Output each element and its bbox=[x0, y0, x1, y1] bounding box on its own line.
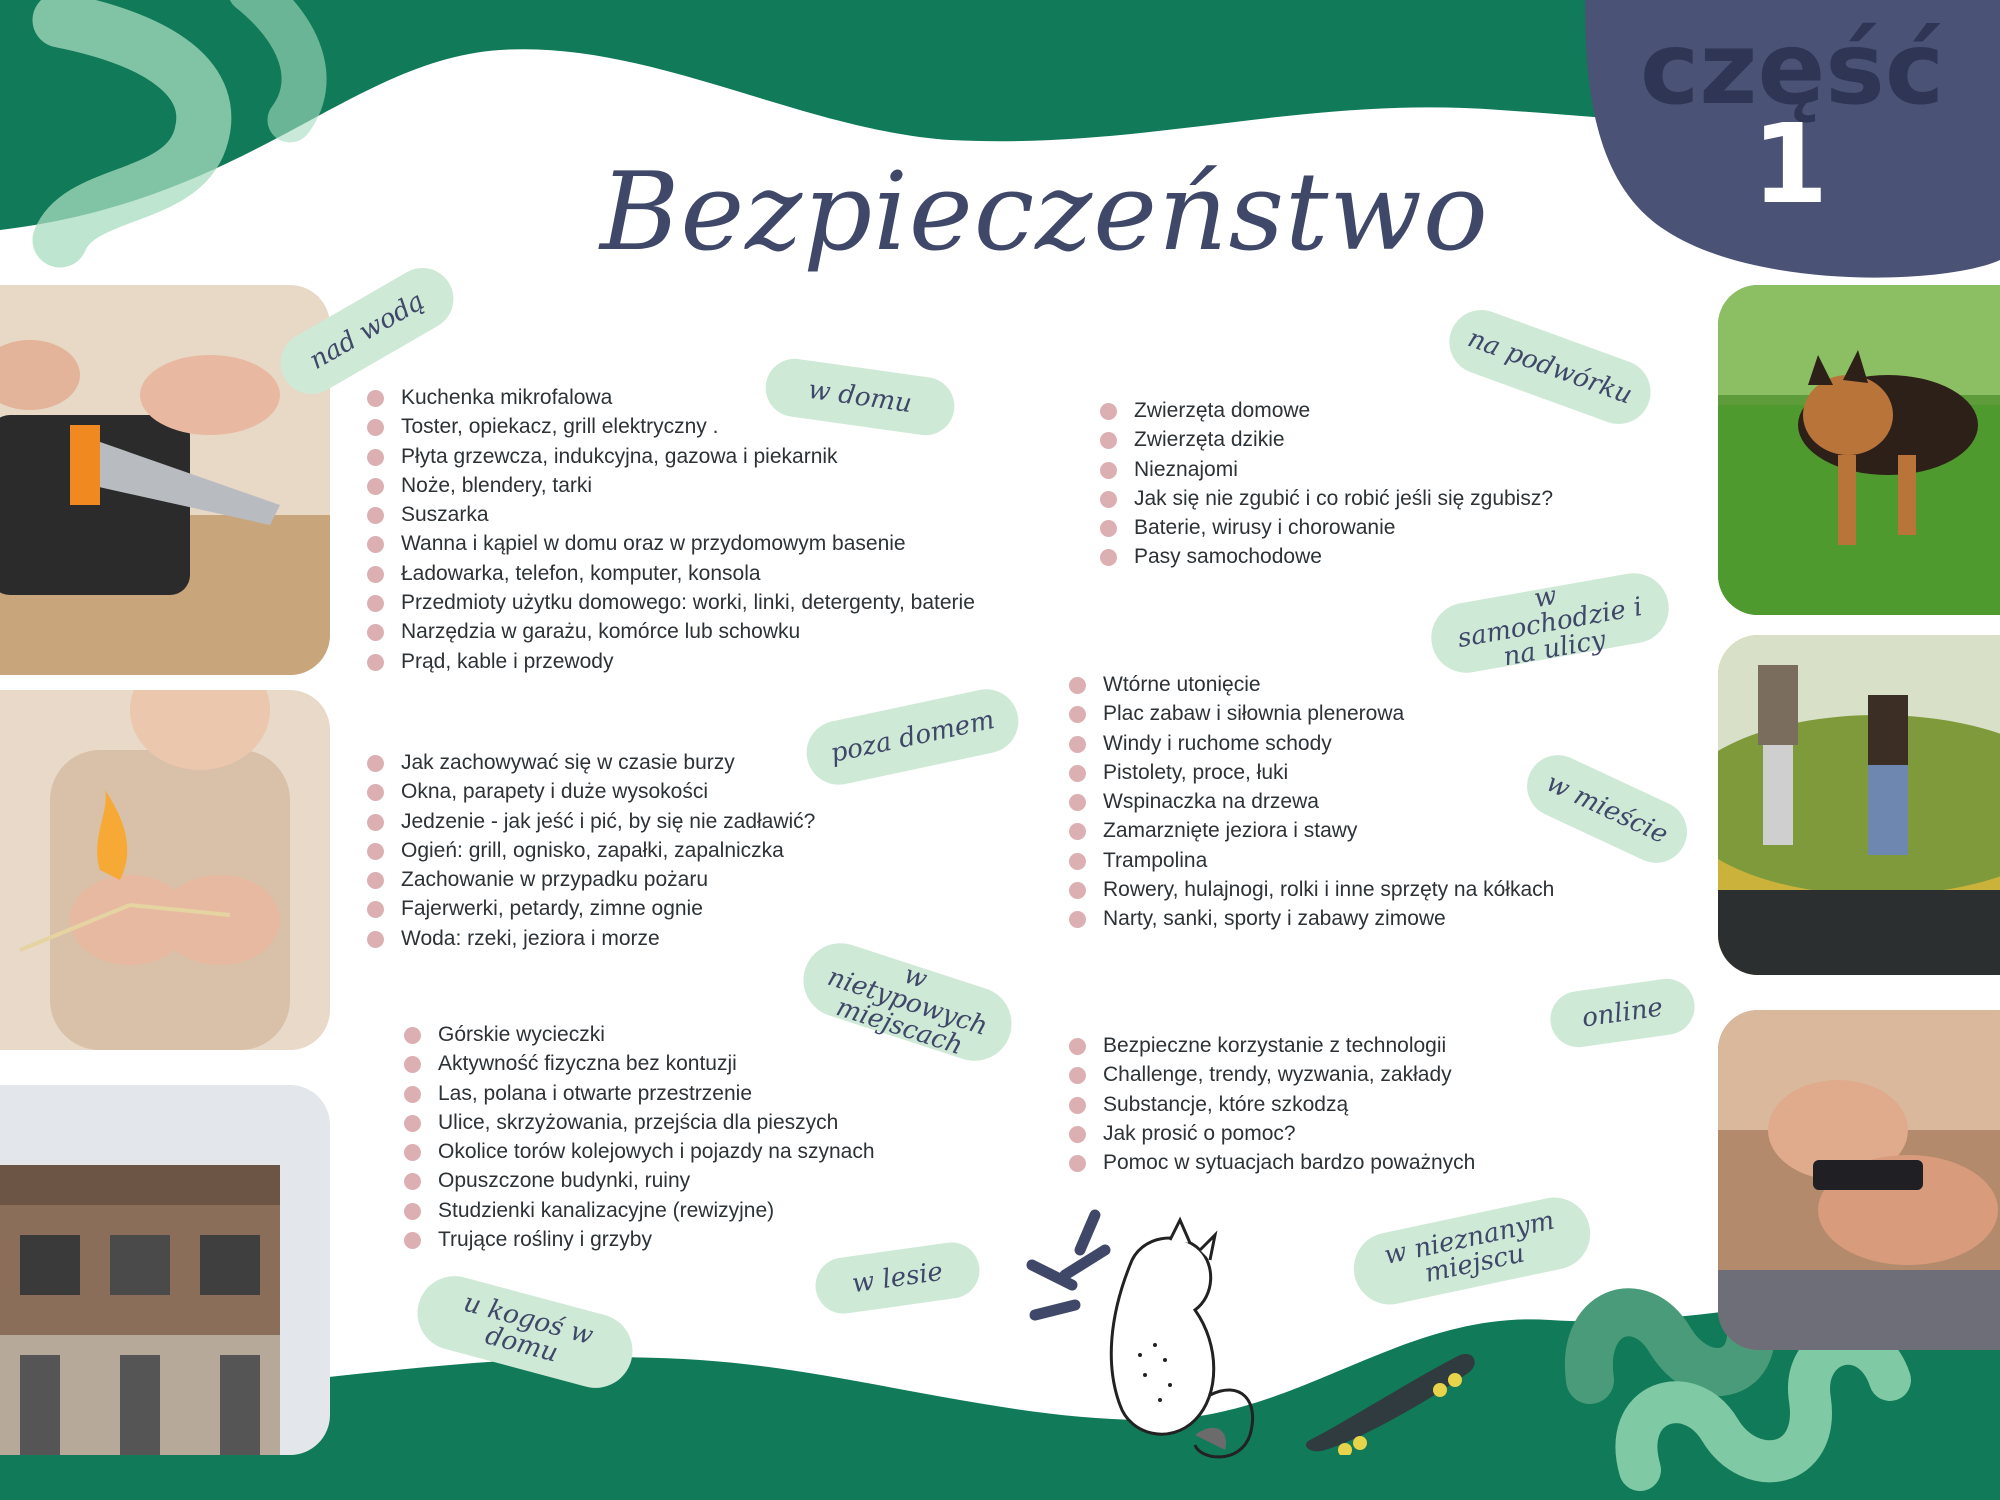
bullet-dot bbox=[1069, 1067, 1086, 1084]
list-item: Wanna i kąpiel w domu oraz w przydomowym basenie bbox=[367, 529, 975, 558]
bullet-dot bbox=[1069, 1126, 1086, 1143]
bullet-dot bbox=[404, 1056, 421, 1073]
bullet-dot bbox=[367, 507, 384, 524]
list-item: Windy i ruchome schody bbox=[1069, 729, 1554, 758]
list-item: Nieznajomi bbox=[1100, 455, 1553, 484]
list-item: Jak prosić o pomoc? bbox=[1069, 1119, 1475, 1148]
bullet-dot bbox=[367, 814, 384, 831]
list-w-nietypowych bbox=[404, 1020, 875, 1254]
bullet-dot bbox=[404, 1115, 421, 1132]
photo-phone bbox=[1718, 1010, 2000, 1350]
tag-w-lesie: w lesie bbox=[812, 1239, 983, 1317]
list-item: Toster, opiekacz, grill elektryczny . bbox=[367, 412, 975, 441]
bullet-dot bbox=[367, 419, 384, 436]
tag-w-miescie: w mieście bbox=[1517, 745, 1697, 873]
bullet-dot bbox=[404, 1086, 421, 1103]
list-item: Trampolina bbox=[1069, 846, 1554, 875]
list-item: Bezpieczne korzystanie z technologii bbox=[1069, 1031, 1475, 1060]
bullet-dot bbox=[404, 1232, 421, 1249]
tag-na-podworku: na podwórku bbox=[1440, 301, 1659, 433]
list-item: Górskie wycieczki bbox=[404, 1020, 875, 1049]
bullet-dot bbox=[1069, 1097, 1086, 1114]
tag-u-kogos: u kogoś w domu bbox=[409, 1268, 641, 1396]
list-item: Noże, blendery, tarki bbox=[367, 471, 975, 500]
photo-trampoline bbox=[1718, 635, 2000, 975]
list-item: Zwierzęta domowe bbox=[1100, 396, 1553, 425]
list-item: Narzędzia w garażu, komórce lub schowku bbox=[367, 617, 975, 646]
cat-illustration bbox=[1020, 1205, 1280, 1470]
list-item: Przedmioty użytku domowego: worki, linki, detergenty, baterie bbox=[367, 588, 975, 617]
list-item: Wtórne utonięcie bbox=[1069, 670, 1554, 699]
skateboard-illustration bbox=[1300, 1345, 1480, 1455]
list-item: Studzienki kanalizacyjne (rewizyjne) bbox=[404, 1196, 875, 1225]
tag-nad-woda: nad wodą bbox=[269, 257, 465, 406]
list-item: Ulice, skrzyżowania, przejścia dla pieszych bbox=[404, 1108, 875, 1137]
bullet-dot bbox=[1069, 736, 1086, 753]
bullet-dot bbox=[367, 872, 384, 889]
list-item: Pistolety, proce, łuki bbox=[1069, 758, 1554, 787]
list-item: Ładowarka, telefon, komputer, konsola bbox=[367, 559, 975, 588]
bullet-dot bbox=[1069, 1155, 1086, 1172]
list-item: Pomoc w sytuacjach bardzo poważnych bbox=[1069, 1148, 1475, 1177]
list-item: Baterie, wirusy i chorowanie bbox=[1100, 513, 1553, 542]
list-item: Płyta grzewcza, indukcyjna, gazowa i piekarnik bbox=[367, 442, 975, 471]
list-online bbox=[1069, 1031, 1475, 1177]
bullet-dot bbox=[1100, 432, 1117, 449]
page-title: Bezpieczeństwo bbox=[600, 150, 1489, 275]
bullet-dot bbox=[367, 784, 384, 801]
list-item: Substancje, które szkodzą bbox=[1069, 1090, 1475, 1119]
bullet-dot bbox=[1100, 520, 1117, 537]
list-item: Jak zachowywać się w czasie burzy bbox=[367, 748, 815, 777]
bullet-dot bbox=[1069, 765, 1086, 782]
list-w-domu bbox=[367, 383, 975, 676]
bullet-dot bbox=[1069, 706, 1086, 723]
bullet-dot bbox=[1069, 823, 1086, 840]
bullet-dot bbox=[404, 1027, 421, 1044]
bullet-dot bbox=[1069, 794, 1086, 811]
bullet-dot bbox=[367, 843, 384, 860]
list-item: Okolice torów kolejowych i pojazdy na szynach bbox=[404, 1137, 875, 1166]
bullet-dot bbox=[367, 390, 384, 407]
tag-w-nietypowych: w nietypowych miejscach bbox=[794, 934, 1021, 1071]
list-na-podworku bbox=[1100, 396, 1553, 572]
list-item: Ogień: grill, ognisko, zapałki, zapalniczka bbox=[367, 836, 815, 865]
list-item: Wspinaczka na drzewa bbox=[1069, 787, 1554, 816]
bullet-dot bbox=[367, 536, 384, 553]
bullet-dot bbox=[404, 1203, 421, 1220]
list-item: Fajerwerki, petardy, zimne ognie bbox=[367, 894, 815, 923]
list-item: Opuszczone budynki, ruiny bbox=[404, 1166, 875, 1195]
bullet-dot bbox=[367, 624, 384, 641]
tag-w-samochodzie: w samochodzie i na ulicy bbox=[1426, 568, 1675, 679]
list-item: Aktywność fizyczna bez kontuzji bbox=[404, 1049, 875, 1078]
bullet-dot bbox=[1069, 911, 1086, 928]
photo-dog bbox=[1718, 285, 2000, 615]
bullet-dot bbox=[367, 566, 384, 583]
list-w-miescie bbox=[1069, 670, 1554, 934]
list-item: Challenge, trendy, wyzwania, zakłady bbox=[1069, 1060, 1475, 1089]
bullet-dot bbox=[404, 1144, 421, 1161]
tag-w-domu: w domu bbox=[762, 355, 958, 439]
list-item: Okna, parapety i duże wysokości bbox=[367, 777, 815, 806]
photo-ruin bbox=[0, 1085, 330, 1455]
bullet-dot bbox=[367, 654, 384, 671]
list-item: Zamarznięte jeziora i stawy bbox=[1069, 816, 1554, 845]
bullet-dot bbox=[367, 595, 384, 612]
list-item: Pasy samochodowe bbox=[1100, 542, 1553, 571]
list-item: Narty, sanki, sporty i zabawy zimowe bbox=[1069, 904, 1554, 933]
bullet-dot bbox=[1100, 403, 1117, 420]
list-item: Plac zabaw i siłownia plenerowa bbox=[1069, 699, 1554, 728]
bullet-dot bbox=[1069, 853, 1086, 870]
list-item: Jak się nie zgubić i co robić jeśli się zgubisz? bbox=[1100, 484, 1553, 513]
list-item: Prąd, kable i przewody bbox=[367, 647, 975, 676]
list-item: Trujące rośliny i grzyby bbox=[404, 1225, 875, 1254]
photo-knife bbox=[0, 285, 330, 675]
bullet-dot bbox=[1069, 677, 1086, 694]
list-item: Suszarka bbox=[367, 500, 975, 529]
part-word: część bbox=[1640, 10, 1945, 127]
photo-matches bbox=[0, 690, 330, 1050]
list-item: Rowery, hulajnogi, rolki i inne sprzęty na kółkach bbox=[1069, 875, 1554, 904]
list-item: Kuchenka mikrofalowa bbox=[367, 383, 975, 412]
bullet-dot bbox=[367, 901, 384, 918]
bullet-dot bbox=[367, 931, 384, 948]
tag-poza-domem: poza domem bbox=[801, 683, 1025, 790]
bullet-dot bbox=[1100, 462, 1117, 479]
tag-w-nieznanym: w nieznanym miejscu bbox=[1347, 1191, 1597, 1311]
tag-online: online bbox=[1547, 975, 1698, 1051]
list-poza-domem bbox=[367, 748, 815, 953]
list-item: Zachowanie w przypadku pożaru bbox=[367, 865, 815, 894]
bullet-dot bbox=[367, 478, 384, 495]
list-item: Woda: rzeki, jeziora i morze bbox=[367, 924, 815, 953]
bullet-dot bbox=[1069, 1038, 1086, 1055]
list-item: Zwierzęta dzikie bbox=[1100, 425, 1553, 454]
bullet-dot bbox=[1069, 882, 1086, 899]
bullet-dot bbox=[404, 1173, 421, 1190]
part-number: 1 bbox=[1751, 100, 1829, 228]
list-item: Las, polana i otwarte przestrzenie bbox=[404, 1079, 875, 1108]
list-item: Jedzenie - jak jeść i pić, by się nie zadławić? bbox=[367, 807, 815, 836]
bullet-dot bbox=[1100, 549, 1117, 566]
bullet-dot bbox=[1100, 491, 1117, 508]
bullet-dot bbox=[367, 449, 384, 466]
bullet-dot bbox=[367, 755, 384, 772]
